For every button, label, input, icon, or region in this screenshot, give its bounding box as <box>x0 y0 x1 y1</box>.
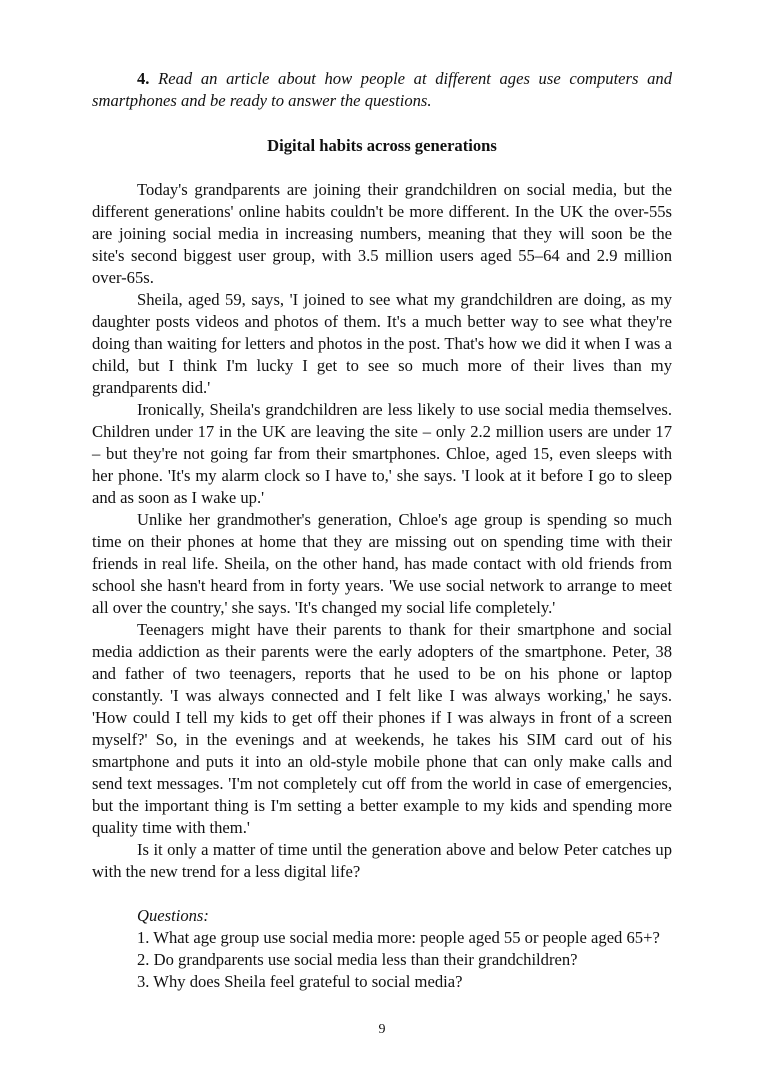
article-paragraph: Today's grandparents are joining their grandchildren on social media, but the different generations' online habits couldn't be more different. In the UK the over-55s are joining social media in increasing numbers, meaning that they will soon be the site's second biggest user group, with 3.5 million users aged 55–64 and 2.9 million over-65s. <box>92 180 672 287</box>
question-item: 3. Why does Sheila feel grateful to social media? <box>137 972 463 991</box>
page-number: 9 <box>378 1022 386 1037</box>
task-instruction <box>92 68 672 112</box>
page-content <box>92 68 672 993</box>
article-paragraph: Sheila, aged 59, says, 'I joined to see what my grandchildren are doing, as my daughter posts videos and photos of them. It's a much better way to see what they're doing than waiting for letters and photos in the post. That's how we did it when I was a child, but I think I'm lucky I get to see so much more of their lives than my grandparents did.' <box>92 290 672 397</box>
article-title: Digital habits across generations <box>267 136 497 155</box>
question-item: 2. Do grandparents use social media less than their grandchildren? <box>137 950 578 969</box>
article-paragraph: Is it only a matter of time until the generation above and below Peter catches up with the new trend for a less digital life? <box>92 840 672 881</box>
questions-title: Questions: <box>137 906 209 925</box>
article-paragraph: Teenagers might have their parents to thank for their smartphone and social media addiction as their parents were the early adopters of the smartphone. Peter, 38 and father of two teenagers, reports that he used to be on his phone or laptop constantly. 'I was always connected and I felt like I was always working,' he says. 'How could I tell my kids to get off their phones if I was always in front of a screen myself?' So, in the evenings and at weekends, he takes his SIM card out of his smartphone and puts it into an old-style mobile phone that can only make calls and send text messages. 'I'm not completely cut off from the world in case of emergencies, but the important thing is I'm setting a better example to my kids and spending more quality time with them.' <box>92 620 672 837</box>
questions-section <box>92 905 672 993</box>
article-paragraph: Unlike her grandmother's generation, Chloe's age group is spending so much time on their phones at home that they are missing out on spending time with their friends in real life. Sheila, on the other hand, has made contact with old friends from school she hasn't heard from in forty years. 'We use social network to arrange to meet all over the country,' she says. 'It's changed my social life completely.' <box>92 510 672 617</box>
article-paragraph: Ironically, Sheila's grandchildren are less likely to use social media themselves. Children under 17 in the UK are leaving the site – only 2.2 million users are under 17 – but they're not going far from their smartphones. Chloe, aged 15, even sleeps with her phone. 'It's my alarm clock so I have to,' she says. 'I look at it before I go to sleep and as soon as I wake up.' <box>92 400 672 507</box>
article-body <box>92 179 672 883</box>
question-item: 1. What age group use social media more: people aged 55 or people aged 65+? <box>137 928 660 947</box>
task-text: Read an article about how people at different ages use computers and smartphones and be ready to answer the questions. <box>92 69 672 110</box>
task-number: 4. <box>137 69 150 88</box>
